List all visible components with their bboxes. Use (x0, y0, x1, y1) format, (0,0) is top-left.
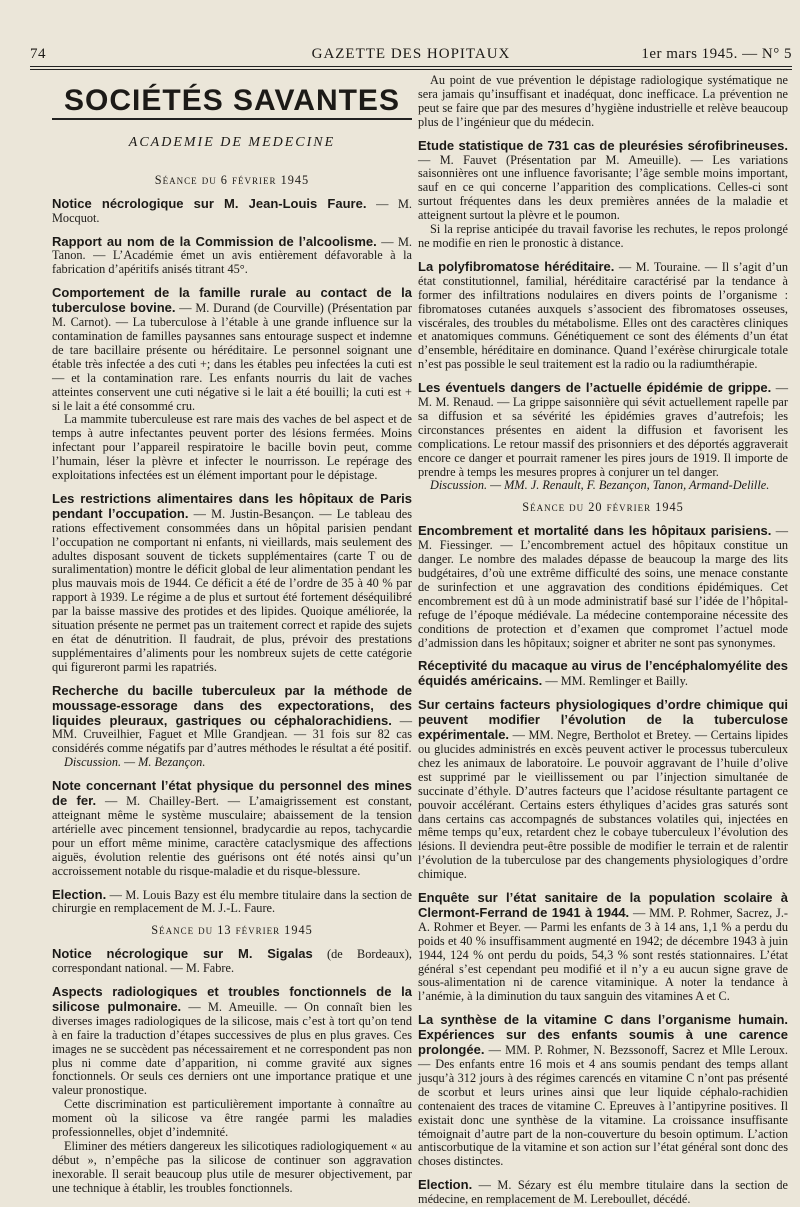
article-title: Rapport au nom de la Commission de l’alcoolisme. (52, 233, 377, 249)
article-title: La polyfibromatose héréditaire. (418, 258, 615, 274)
article (52, 684, 412, 757)
paragraph: Au point de vue prévention le dépistage radiologique systématique ne sera jamais qu’insuffisant et inadéquat, donc inefficace. La prévention ne peut se faire que par des mesures d’hygiène industrielle et relève beaucoup plus de l’ingénieur que du médecin. (418, 73, 788, 129)
article-text: — M. Durand (de Courville) (Présentation par M. Carnot). — La tuberculose à l’étable à une grande influence sur la contamination de familles paysannes sans entourage suspect et indemne de tare bacillaire présente ou héréditaire. Le personnel soignant une étable très infectée a des cuti +; dans les étables peu infectées la cuti est — et la contamination rare. Les enfants nourris du lait de vaches atteintes conservent une cuti négative si le lait a été bouilli; la cuti est + si le lait a été consommé cru. (52, 301, 412, 413)
article-text: — M. Touraine. — Il s’agit d’un état constitutionnel, familial, héréditaire caractérisé par la tendance à former des infiltrations nodulaires en divers points de l’organisme : fibromatoses cutanées auxquels s’associent des fibromatoses osseuses, viscérales, des troubles du métabolisme. Elles ont des caractères cliniques et anatomiques communs. Génétiquement ce sont des éléments d’un état d’ensemble, héréditaire en dominance. Quand l’exérèse chirurgicale totale n’est pas possible le seul traitement est la radio ou la radiumthérapie. (418, 259, 788, 372)
article-title: Les restrictions alimentaires dans les hôpitaux de Paris pendant l’occupation. (52, 490, 412, 521)
article-title: Enquête sur l’état sanitaire de la population scolaire à Clermont-Ferrand de 1941 à 1944. (418, 890, 788, 920)
article-title: Recherche du bacille tuberculeux par la méthode de moussage-essorage dans des expectorations, des liquides pleuraux, gastriques ou céphalorachidiens. (52, 682, 412, 728)
article-title: Aspects radiologiques et troubles fonctionnels de la silicose pulmonaire. (52, 984, 412, 1014)
article (52, 235, 412, 278)
session-heading: Séance du 20 février 1945 (522, 500, 684, 515)
article-title: Comportement de la famille rurale au contact de la tuberculose bovine. (52, 285, 412, 316)
article-text: — MM. Cruveilhier, Faguet et Mlle Grandjean. — 31 fois sur 82 cas considérés comme négatifs par d’autres méthodes le résultat a été positif. (52, 713, 413, 756)
article (418, 524, 788, 650)
article-title: Election. (52, 886, 107, 902)
article-text: — MM. P. Rohmer, Sacrez, J.-A. Rohmer et Beyer. — Parmi les enfants de 3 à 14 ans, 1,1 % a perdu du poids et 40 % insuffisamment augmenté en 1942; de décembre 1943 à juin 1944, 124 % ont perdu du poids, 54,3 % sont restés stationnaires. L’état général s’est cependant peu modifié et il n’y a eu aucun signe grave de sous-alimentation ni de carence vitaminique. A noter la tendance à l’anémie, à la diminution du taux sanguin des vitamines A et C. (418, 905, 789, 1004)
article-title: Notice nécrologique sur M. Sigalas (52, 946, 313, 962)
article-text: — M. Sézary est élu membre titulaire dans la section de médecine, en remplacement de M. Lereboullet, décédé. (418, 1178, 788, 1207)
header-rule (30, 66, 792, 67)
article (418, 1178, 788, 1207)
article-title: Election. (418, 1177, 473, 1193)
paragraph: Eliminer des métiers dangereux les silicotiques radiologiquement « au début », n’empêche pas la silicose de continuer son aggravation inexorable. Il serait beaucoup plus utile de mesurer objectivement, par une technique à établir, les troubles fonctionnels. (52, 1139, 412, 1195)
article (52, 779, 412, 878)
article-title: Encombrement et mortalité dans les hôpitaux parisiens. (418, 523, 772, 539)
issue-date: 1er mars 1945. — N° 5 (641, 46, 792, 62)
article-title: Réceptivité du macaque au virus de l’encéphalomyélite des équidés américains. (418, 658, 788, 689)
article-text: — M. Fiessinger. — L’encombrement actuel des hôpitaux constitue un danger. Le nombre des malades dépasse de beaucoup la marge des lits budgétaires, d’où une extrême difficulté des soins, une menace constante de surinfection et une aggravation des conditions épidémiques. Cet encombrement est dû à un mode administratif basé sur l’idée de l’hôpital-refuge de l’époque médiévale. La médecine contemporaine nécessite des conditions de protection et d’examen que compromet l’actuel mode d’admission dans les hôpitaux; soigner et abriter ne sont pas synonymes. (418, 524, 788, 650)
left-column (52, 74, 413, 1195)
paragraph: Cette discrimination est particulièrement importante à connaître au moment où la silicose va être rangée parmi les maladies professionnelles, objet d’indemnité. (52, 1097, 412, 1140)
article (52, 492, 412, 675)
paragraph: La mammite tuberculeuse est rare mais des vaches de bel aspect et de temps à autre infectantes peuvent porter des lésions fermées. Moins infectant pour l’appareil respiratoire le bacille bovin peut, comme l’humain, léser la plèvre et infecter le nourrisson. Le repérage des exploitations infectées est un élément important pour le dépistage. (52, 412, 412, 483)
article (52, 888, 412, 917)
article-text: — M. Justin-Besançon. — Le tableau des rations effectivement consommées dans un hôpital parisien pendant l’occupation ne comportant ni enfants, ni vieillards, mais seulement des adultes disposant souvent de tickets supplémentaires (carte T ou de suralimentation) montre le déficit global de leur alimentation pendant les plus mauvais mois de 1944. Ce déficit a été de l’ordre de 35 à 40 % par rapport à 1939. Le régime a de plus et surtout été fortement déséquilibré par la baisse massive des protides et des lipides. Quoique améliorée, la situation présente ne permet pas un traitement correct et rapide des sujets en état de dénutrition. Il faudrait, de plus, prévoir des prestations supplémentaires d’aliments pour les nombreux sujets de cette catégorie qui figureront parmi les rapatriés. (52, 506, 412, 674)
article (418, 698, 788, 882)
article (418, 139, 788, 223)
article (418, 381, 788, 479)
right-column (418, 73, 789, 1207)
journal-title: GAZETTE DES HOPITAUX (311, 46, 511, 62)
academy-title: ACADEMIE DE MEDECINE (128, 134, 336, 150)
article-text: — M. M. Renaud. — La grippe saisonnière qui sévit actuellement rapelle par sa diffusion et sa sévérité les épidémies graves d’autrefois; les circonstances présentes en aident la diffusion et favorisent les complications. Le retour massif des prisonniers et des déportés aggraverait encore ce danger et pourrait ramener les pires jours de 1919. Il importe de prendre à temps les mesures propres à conjurer un tel danger. (418, 381, 788, 479)
article-text: — M. Mocquot. (52, 196, 413, 225)
discussion: Discussion. — MM. J. Renault, F. Bezançon, Tanon, Armand-Delille. (430, 478, 770, 493)
article-title: Les éventuels dangers de l’actuelle épidémie de grippe. (418, 380, 772, 396)
session-heading: Séance du 13 février 1945 (151, 923, 313, 938)
article-text: — MM. Remlinger et Bailly. (545, 674, 689, 689)
article (52, 197, 412, 226)
article-text: (de Bordeaux), correspondant national. — M. Fabre. (52, 947, 412, 976)
header-rule-2 (30, 69, 792, 70)
article-text: — M. Tanon. — L’Académie émet un avis entièrement défavorable à la fabrication d’apéritifs anisés titrant 45°. (52, 234, 413, 277)
article (418, 260, 788, 372)
article-text: — M. Fauvet (Présentation par M. Ameuille). — Les variations saisonnières ont une influence favorisante; l’âge semble moins important, sauf en ce qui concerne l’apparition des complications. Celles-ci sont surtout fréquentes dans les deux premières années de la maladie et atteignent surtout la plèvre et le poumon. (418, 152, 788, 223)
article (418, 1013, 788, 1169)
article (418, 659, 788, 689)
page-number: 74 (30, 46, 46, 62)
article-text: — MM. P. Rohmer, N. Bezssonoff, Sacrez et Mlle Leroux. — Des enfants entre 16 mois et 4 ans soumis pendant des temps allant jusqu’à 312 jours à des régimes carencés en vitamine C n’ont pas présenté de scorbut et leurs urines ainsi que leur liquide céphalo-rachidien contenaient des traces de vitamine C. Epreuves à l’antipyrine positives. Il existait donc une synthèse de la vitamine. La croissance insuffisante témoignait d’autre part de la non-couverture du besoin optimum. L’action antiscorbutique de la vitamine et son action sur l’état général sont donc des choses distinctes. (418, 1043, 788, 1169)
article (52, 985, 412, 1098)
article-text: — MM. Negre, Bertholot et Bretey. — Certains lipides ou glucides administrés en excès peuvent activer le processus tuberculeux chez les animaux de laboratoire. Le pouvoir aggravant de l’huile d’olive est supprimé par le vieillissement ou par l’injection simultanée de succinate d’éthyle. D’autres facteurs que l’acidose résultante partagent ce pouvoir accélérant. Certains esters éthyliques d’acides gras saturés sont dans certains cas accompagnés de substances volatiles qui, injectées en même temps qu’eux, retardent chez le cobaye tuberculeux l’évolution des lésions. Il deviendra peut-être possible de modifier le terrain et de ralentir l’évolution de la tuberculose par des changements physiologiques d’ordre chimique. (418, 728, 789, 882)
article-title: La synthèse de la vitamine C dans l’organisme humain. Expériences sur des enfants soumis à une carence prolongée. (418, 1012, 788, 1058)
paragraph: Si la reprise anticipée du travail favorise les rechutes, le repos prolongé ne modifie en rien le pronostic à distance. (418, 222, 788, 250)
section-banner: SOCIÉTÉS SAVANTES (64, 84, 400, 117)
article-text: — M. Ameuille. — On connaît bien les diverses images radiologiques de la silicose, mais c’est à tort qu’on tend à en faire la traduction d’étapes successives de plus en plus graves. Ces images ne se succèdent pas nécessairement et ne correspondent pas non plus ni comme date d’apparition, ni comme gravité aux signes fonctionnels. Or seuls ces derniers ont une importance pratique et une valeur pronostique. (52, 999, 412, 1098)
page-header (30, 44, 792, 64)
session-heading: Séance du 6 février 1945 (154, 172, 310, 187)
article-text: — M. Louis Bazy est élu membre titulaire dans la section de chirurgie en remplacement de M. J.-L. Faure. (52, 887, 412, 916)
article-title: Sur certains facteurs physiologiques d’ordre chimique qui peuvent modifier l’évolution de la tuberculose expérimentale. (418, 697, 788, 743)
article (52, 286, 412, 413)
article (418, 891, 788, 1004)
discussion: Discussion. — M. Bezançon. (64, 755, 206, 770)
article-title: Notice nécrologique sur M. Jean-Louis Faure. (52, 195, 367, 211)
article (52, 947, 412, 976)
article-text: — M. Chailley-Bert. — L’amaigrissement est constant, atteignant même le système musculaire; abaissement de la tension artérielle avec pincement tensionnel, bradycardie au repos, tachycardie pour un effort même minime, caractère cataclysmique des affections aiguës, évolution relentie des guérisons ont été notés ainsi qu’un accroissement notable du risque-maladie et du risque-blessure. (52, 794, 413, 878)
article-title: Note concernant l’état physique du personnel des mines de fer. (52, 778, 412, 809)
article-title: Etude statistique de 731 cas de pleurésies sérofibrineuses. (418, 137, 788, 153)
banner-rule (52, 118, 412, 120)
